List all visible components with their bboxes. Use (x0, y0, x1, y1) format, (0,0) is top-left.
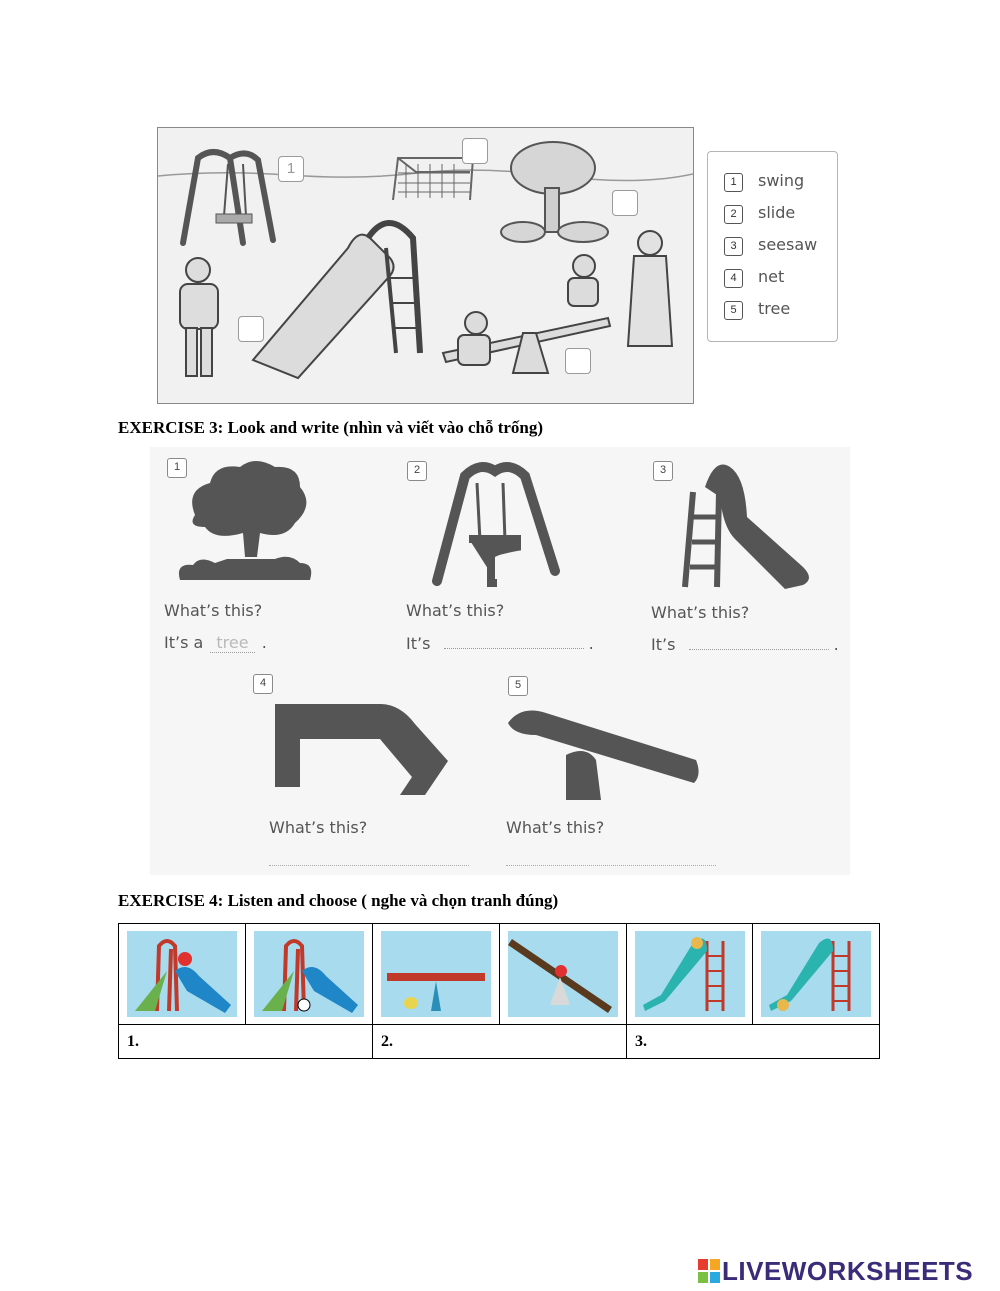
slide-soccer-ball-image (254, 931, 364, 1017)
tree-silhouette (175, 455, 315, 585)
answer-cell-1[interactable]: 1. (119, 1025, 373, 1059)
answer-1 (164, 633, 267, 653)
word-label: tree (758, 299, 791, 318)
exercise3-heading: EXERCISE 3: Look and write (nhìn và viết vào chỗ trống) (118, 418, 544, 437)
answer-end: . (588, 634, 594, 653)
option-1a[interactable] (119, 924, 246, 1025)
question-2: What’s this? (406, 601, 505, 620)
teal-slide-top-ball-image (635, 931, 745, 1017)
item-number-1: 1 (167, 458, 187, 478)
playground-illustration (158, 128, 693, 403)
seesaw-silhouette (506, 705, 706, 805)
label-box-1[interactable]: 1 (278, 156, 304, 182)
number-row (119, 1025, 880, 1059)
answer-input-3[interactable] (689, 637, 829, 650)
boy-figure (180, 258, 218, 376)
word-number: 3 (724, 237, 743, 256)
seesaw-tilted-image (508, 931, 618, 1017)
word-list-box (707, 151, 838, 342)
label-box-3[interactable] (612, 190, 638, 216)
word-number: 4 (724, 269, 743, 288)
option-3b[interactable] (753, 924, 880, 1025)
word-label: seesaw (758, 235, 818, 254)
exercise3-panel (150, 447, 850, 875)
word-label: slide (758, 203, 796, 222)
tree-shape (501, 142, 608, 242)
question-3: What’s this? (651, 603, 750, 622)
answer-cell-2[interactable]: 2. (372, 1025, 626, 1059)
word-number: 5 (724, 301, 743, 320)
answer-2 (406, 634, 594, 653)
teal-slide-bottom-ball-image (761, 931, 871, 1017)
word-number: 2 (724, 205, 743, 224)
slide-shape (253, 223, 420, 378)
option-2a[interactable] (372, 924, 499, 1025)
answer-prefix: It’s (651, 635, 676, 654)
option-2b[interactable] (500, 924, 627, 1025)
slide-red-ball-image (127, 931, 237, 1017)
answer-input-2[interactable] (444, 636, 584, 649)
answer-prefix: It’s a (164, 633, 204, 652)
item-number-3: 3 (653, 461, 673, 481)
label-box-2[interactable] (462, 138, 488, 164)
logo-icon (698, 1259, 720, 1283)
answer-end: . (833, 635, 839, 654)
logo-text: LIVEWORKSHEETS (722, 1256, 974, 1286)
question-1: What’s this? (164, 601, 263, 620)
question-5: What’s this? (506, 818, 605, 837)
exercise4-table (118, 923, 880, 1059)
playground-scene (157, 127, 694, 404)
answer-line-4[interactable] (269, 865, 469, 866)
slide-silhouette (675, 457, 820, 592)
image-row (119, 924, 880, 1025)
label-box-4[interactable] (238, 316, 264, 342)
item-number-4: 4 (253, 674, 273, 694)
answer-text-1[interactable]: tree (210, 633, 254, 653)
woman-figure (628, 231, 672, 346)
word-label: net (758, 267, 785, 286)
item-number-2: 2 (407, 461, 427, 481)
answer-cell-3[interactable]: 3. (626, 1025, 879, 1059)
word-number: 1 (724, 173, 743, 192)
swing-silhouette (425, 461, 575, 591)
net-silhouette (270, 699, 455, 799)
answer-prefix: It’s (406, 634, 431, 653)
word-label: swing (758, 171, 805, 190)
answer-line-5[interactable] (506, 865, 716, 866)
question-4: What’s this? (269, 818, 368, 837)
answer-3 (651, 635, 839, 654)
label-box-5[interactable] (565, 348, 591, 374)
seesaw-level-image (381, 931, 491, 1017)
answer-end: . (261, 633, 267, 652)
item-number-5: 5 (508, 676, 528, 696)
option-1b[interactable] (246, 924, 373, 1025)
exercise4-heading: EXERCISE 4: Listen and choose ( nghe và chọn tranh đúng) (118, 891, 559, 910)
option-3a[interactable] (626, 924, 753, 1025)
